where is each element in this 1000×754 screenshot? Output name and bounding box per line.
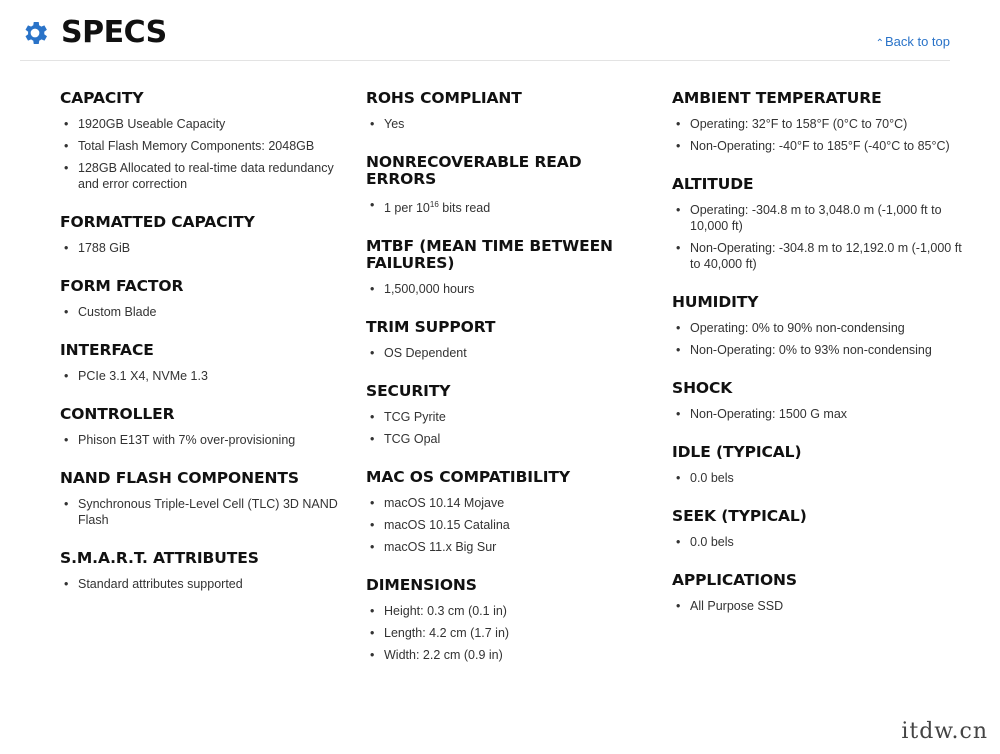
spec-heading: CAPACITY [60, 89, 144, 107]
watermark: itdw.cn [901, 719, 988, 744]
spec-item: • Operating: 0% to 90% non-condensing [672, 320, 962, 336]
spec-section-mac-os-compatibility [366, 469, 656, 555]
spec-list [672, 116, 962, 154]
spec-heading: ALTITUDE [672, 175, 754, 193]
spec-heading: CONTROLLER [60, 405, 175, 423]
spec-heading: APPLICATIONS [672, 571, 797, 589]
spec-item: • Total Flash Memory Components: 2048GB [60, 138, 350, 154]
spec-section-trim-support [366, 319, 656, 361]
spec-item: • OS Dependent [366, 345, 656, 361]
spec-heading: SEEK (TYPICAL) [672, 507, 807, 525]
spec-item: • Operating: 32°F to 158°F (0°C to 70°C) [672, 116, 962, 132]
spec-section-security [366, 383, 656, 447]
spec-list [672, 320, 962, 358]
spec-heading: TRIM SUPPORT [366, 318, 496, 337]
spec-section-controller [60, 406, 350, 448]
spec-list [60, 368, 350, 384]
spec-heading: NONRECOVERABLE READ ERRORS [366, 153, 582, 188]
spec-list [366, 409, 656, 447]
spec-list [366, 345, 656, 361]
spec-column-2 [366, 90, 656, 685]
spec-section-humidity [672, 294, 962, 358]
back-to-top-link[interactable] [876, 34, 950, 49]
spec-heading: AMBIENT TEMPERATURE [672, 89, 882, 107]
spec-list [672, 534, 962, 550]
spec-item: • Non-Operating: 1500 G max [672, 406, 962, 422]
spec-section-applications [672, 572, 962, 614]
spec-item: • TCG Pyrite [366, 409, 656, 425]
spec-section-ambient-temperature [672, 90, 962, 154]
spec-item: • Width: 2.2 cm (0.9 in) [366, 647, 656, 663]
spec-list [366, 281, 656, 297]
spec-column-1 [60, 90, 350, 614]
spec-heading: SHOCK [672, 379, 733, 397]
spec-section-interface [60, 342, 350, 384]
spec-item: • macOS 10.15 Catalina [366, 517, 656, 533]
spec-section-idle-typical [672, 444, 962, 486]
spec-section-rohs-compliant [366, 90, 656, 132]
spec-heading: S.M.A.R.T. ATTRIBUTES [60, 549, 259, 567]
spec-heading: SECURITY [366, 382, 451, 401]
spec-heading: ROHS COMPLIANT [366, 89, 522, 107]
spec-section-formatted-capacity [60, 214, 350, 256]
spec-list [60, 304, 350, 320]
spec-item: • Operating: -304.8 m to 3,048.0 m (-1,000 ft to 10,000 ft) [672, 202, 962, 234]
page-title: SPECS [61, 15, 167, 50]
spec-item: • macOS 10.14 Mojave [366, 495, 656, 511]
spec-list [672, 406, 962, 422]
spec-item: • All Purpose SSD [672, 598, 962, 614]
spec-section-seek-typical [672, 508, 962, 550]
spec-section-s-m-a-r-t-attributes [60, 550, 350, 592]
spec-list [60, 496, 350, 528]
spec-item: • Custom Blade [60, 304, 350, 320]
spec-item: • Phison E13T with 7% over-provisioning [60, 432, 350, 448]
spec-item: • Non-Operating: -304.8 m to 12,192.0 m (-1,000 ft to 40,000 ft) [672, 240, 962, 272]
spec-list [366, 197, 656, 216]
spec-item: • 0.0 bels [672, 470, 962, 486]
spec-section-mtbf-mean-time-between-failures [366, 238, 656, 297]
chevron-up-icon: ⌃ [875, 38, 884, 49]
spec-list [672, 470, 962, 486]
spec-section-dimensions [366, 577, 656, 663]
spec-item: • Yes [366, 116, 656, 132]
spec-column-3 [672, 90, 962, 636]
spec-section-altitude [672, 176, 962, 272]
spec-item: • 1 per $10^{16}$ bits read [366, 197, 656, 216]
spec-list [672, 202, 962, 272]
specs-header [20, 14, 950, 61]
spec-item: • 0.0 bels [672, 534, 962, 550]
gear-icon [20, 18, 50, 48]
spec-heading: MTBF (MEAN TIME BETWEEN FAILURES) [366, 237, 613, 273]
spec-item: • PCIe 3.1 X4, NVMe 1.3 [60, 368, 350, 384]
spec-item: • Synchronous Triple-Level Cell (TLC) 3D NAND Flash [60, 496, 350, 528]
spec-item: • Height: 0.3 cm (0.1 in) [366, 603, 656, 619]
spec-item: • 128GB Allocated to real-time data redundancy and error correction [60, 160, 350, 192]
spec-section-nand-flash-components [60, 470, 350, 528]
spec-heading: FORMATTED CAPACITY [60, 213, 255, 231]
spec-heading: INTERFACE [60, 341, 154, 359]
spec-section-capacity [60, 90, 350, 192]
spec-heading: DIMENSIONS [366, 576, 477, 595]
spec-item: • 1788 GiB [60, 240, 350, 256]
spec-section-shock [672, 380, 962, 422]
spec-item: • Non-Operating: -40°F to 185°F (-40°C to 85°C) [672, 138, 962, 154]
spec-section-form-factor [60, 278, 350, 320]
spec-item: • TCG Opal [366, 431, 656, 447]
spec-heading: HUMIDITY [672, 293, 759, 311]
spec-list [366, 603, 656, 663]
spec-item: • Length: 4.2 cm (1.7 in) [366, 625, 656, 641]
spec-item: • Standard attributes supported [60, 576, 350, 592]
spec-list [60, 432, 350, 448]
spec-list [60, 576, 350, 592]
spec-item: • macOS 11.x Big Sur [366, 539, 656, 555]
spec-item: • 1920GB Useable Capacity [60, 116, 350, 132]
spec-item: • 1,500,000 hours [366, 281, 656, 297]
spec-heading: IDLE (TYPICAL) [672, 443, 802, 461]
spec-heading: MAC OS COMPATIBILITY [366, 468, 570, 487]
spec-list [672, 598, 962, 614]
spec-list [366, 116, 656, 132]
spec-list [60, 116, 350, 192]
back-to-top-label: Back to top [884, 34, 950, 49]
spec-heading: NAND FLASH COMPONENTS [60, 469, 299, 487]
spec-item: • Non-Operating: 0% to 93% non-condensing [672, 342, 962, 358]
spec-list [366, 495, 656, 555]
spec-heading: FORM FACTOR [60, 277, 184, 295]
spec-section-nonrecoverable-read-errors [366, 154, 656, 216]
spec-list [60, 240, 350, 256]
